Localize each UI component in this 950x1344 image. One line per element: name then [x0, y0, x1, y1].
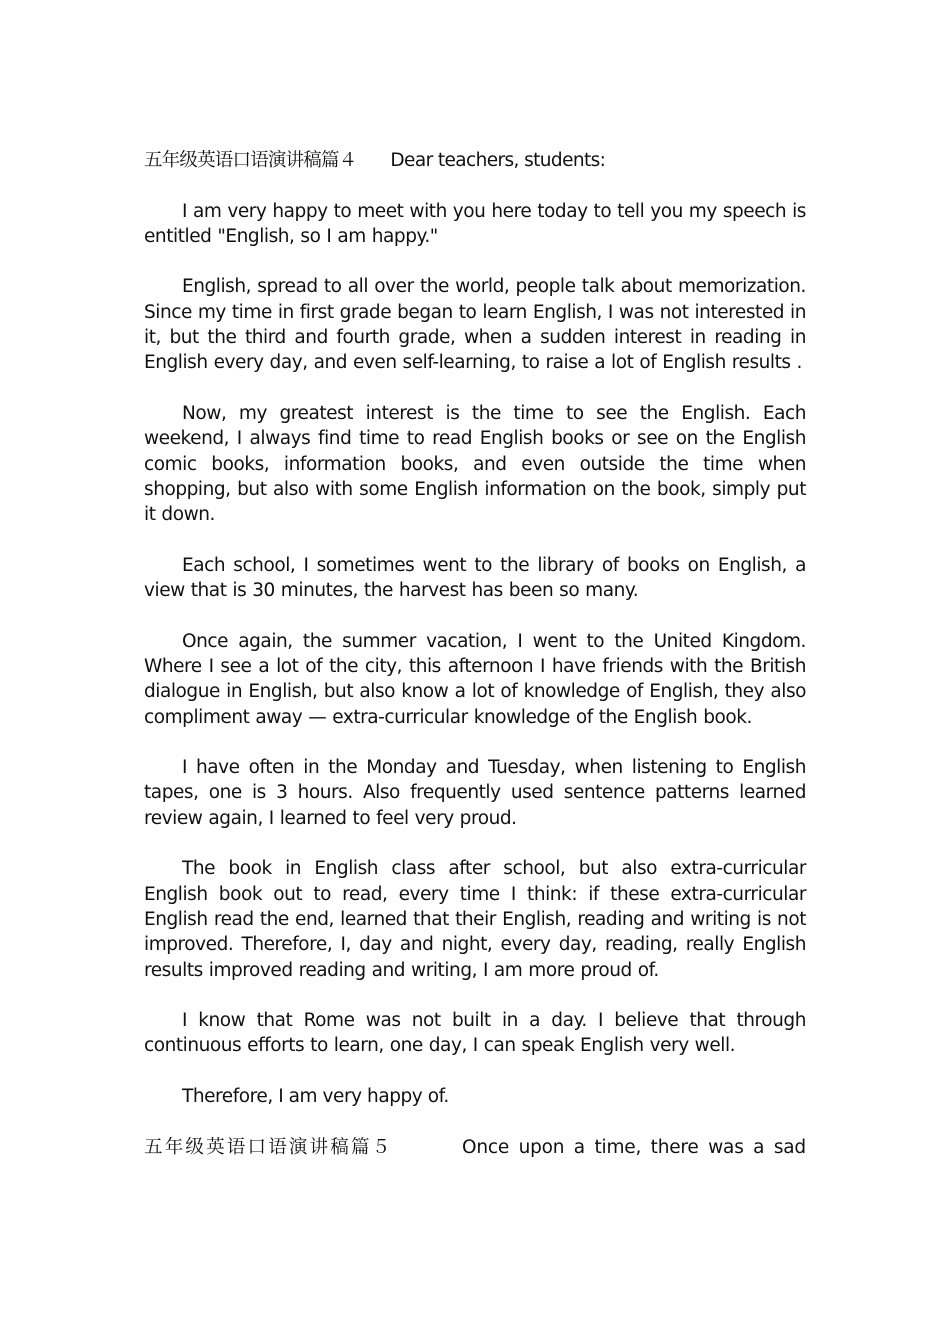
paragraph: English, spread to all over the world, people talk about memorization. Since my time in first grade began to learn English, I was not interested in it, but the third and fourth grade, when a sudden interest in reading in English every day, and even self-learning, to raise a lot of English results .: [144, 276, 806, 374]
story-word: upon: [518, 1136, 565, 1158]
closing-paragraph: Therefore, I am very happy of.: [182, 1085, 449, 1107]
paragraph: The book in English class after school, but also extra-curricular English book out to read, every time I think: if these extra-curricular English read the end, learned that their English, reading and writing is not improved. Therefore, I, day and night, every day, reading, really English results improved reading and writing, I am more proud of.: [144, 858, 806, 981]
section-heading-4: [144, 148, 806, 173]
story-word: a: [573, 1136, 585, 1158]
story-word: Once: [462, 1136, 510, 1158]
section-heading-5: [144, 1135, 806, 1160]
story-opening: [462, 1135, 806, 1160]
story-word: was: [708, 1136, 744, 1158]
section-title-5: 五年级英语口语演讲稿篇５: [144, 1136, 393, 1158]
paragraph: Each school, I sometimes went to the library of books on English, a view that is 30 minutes, the harvest has been so many.: [144, 554, 806, 602]
story-word: time,: [594, 1136, 642, 1158]
document-body: [144, 148, 806, 1160]
story-word: there: [650, 1136, 699, 1158]
story-word: a: [753, 1136, 765, 1158]
greeting-text: Dear teachers, students:: [390, 150, 606, 171]
story-word: sad: [773, 1136, 806, 1158]
paragraph: Now, my greatest interest is the time to see the English. Each weekend, I always find time to read English books or see on the English comic books, information books, and even outside the time when shopping, but also with some English information on the book, simply put it down.: [144, 402, 806, 526]
paragraph: I have often in the Monday and Tuesday, when listening to English tapes, one is 3 hours. Also frequently used sentence patterns learned review again, I learned to feel very proud.: [144, 757, 806, 829]
paragraph: I am very happy to meet with you here today to tell you my speech is entitled "English, so I am happy.": [144, 200, 806, 247]
paragraph: Once again, the summer vacation, I went to the United Kingdom. Where I see a lot of the city, this afternoon I have friends with the British dialogue in English, but also know a lot of knowledge of English, they also compliment away — extra-curricular knowledge of the English book.: [144, 630, 806, 728]
section-title-4: 五年级英语口语演讲稿篇４: [144, 150, 357, 171]
paragraph: I know that Rome was not built in a day. I believe that through continuous efforts to learn, one day, I can speak English very well.: [144, 1010, 806, 1057]
